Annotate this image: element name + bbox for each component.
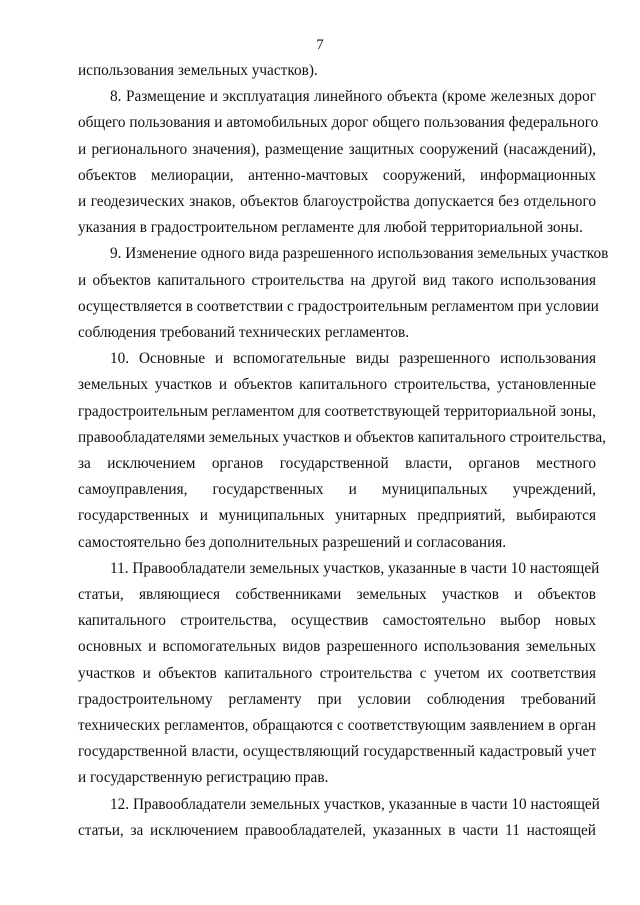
text-line: осуществляется в соответствии с градостроительным регламентом при условии [78,297,599,315]
text-line: государственной власти, осуществляющий государственный кадастровый учет [78,743,596,761]
text-line: капитального строительства, осуществив самостоятельно выбор новых [78,612,596,630]
text-line: градостроительным регламентом для соответствующей территориальной зоны, [78,402,596,420]
text-line: статьи, за исключением правообладателей, указанных в части 11 настоящей [78,821,596,839]
text-line: 12. Правообладатели земельных участков, указанные в части 10 настоящей [110,795,600,813]
text-line: статьи, являющиеся собственниками земельных участков и объектов [78,586,596,604]
text-line: общего пользования и автомобильных дорог общего пользования федерального [78,114,599,132]
text-line: и государственную регистрацию прав. [78,769,329,787]
text-line: 9. Изменение одного вида разрешенного использования земельных участков [110,245,609,263]
text-line: основных и вспомогательных видов разрешенного использования земельных [78,638,596,656]
text-line: указания в градостроительном регламенте для любой территориальной зоны. [78,219,583,237]
document-body [78,58,609,844]
text-line: 8. Размещение и эксплуатация линейного объекта (кроме железных дорог [110,88,596,106]
text-line: и регионального значения), размещение защитных сооружений (насаждений), [78,140,596,158]
text-line: за исключением органов государственной власти, органов местного [78,455,596,473]
text-line: использования земельных участков). [78,62,318,79]
text-line: соблюдения требований технических регламентов. [78,324,410,342]
text-line: и геодезических знаков, объектов благоустройства допускается без отдельного [78,193,596,211]
text-line: объектов мелиорации, антенно-мачтовых сооружений, информационных [78,166,596,184]
text-line: технических регламентов, обращаются с соответствующим заявлением в орган [78,717,596,735]
text-line: самостоятельно без дополнительных разрешений и согласования. [78,533,507,551]
text-line: градостроительному регламенту при условии соблюдения требований [78,690,596,708]
text-line: и объектов капитального строительства на другой вид такого использования [78,271,596,289]
text-line: государственных и муниципальных унитарных предприятий, выбираются [78,507,596,525]
text-line: участков и объектов капитального строительства с учетом их соответствия [78,664,596,682]
text-line: 11. Правообладатели земельных участков, указанные в части 10 настоящей [110,559,600,577]
text-line: 10. Основные и вспомогательные виды разрешенного использования [110,350,596,368]
text-line: правообладателями земельных участков и объектов капитального строительства, [78,428,606,446]
text-line: самоуправления, государственных и муниципальных учреждений, [78,481,596,499]
text-line: земельных участков и объектов капитального строительства, установленные [78,376,596,394]
page-number: 7 [316,37,324,53]
